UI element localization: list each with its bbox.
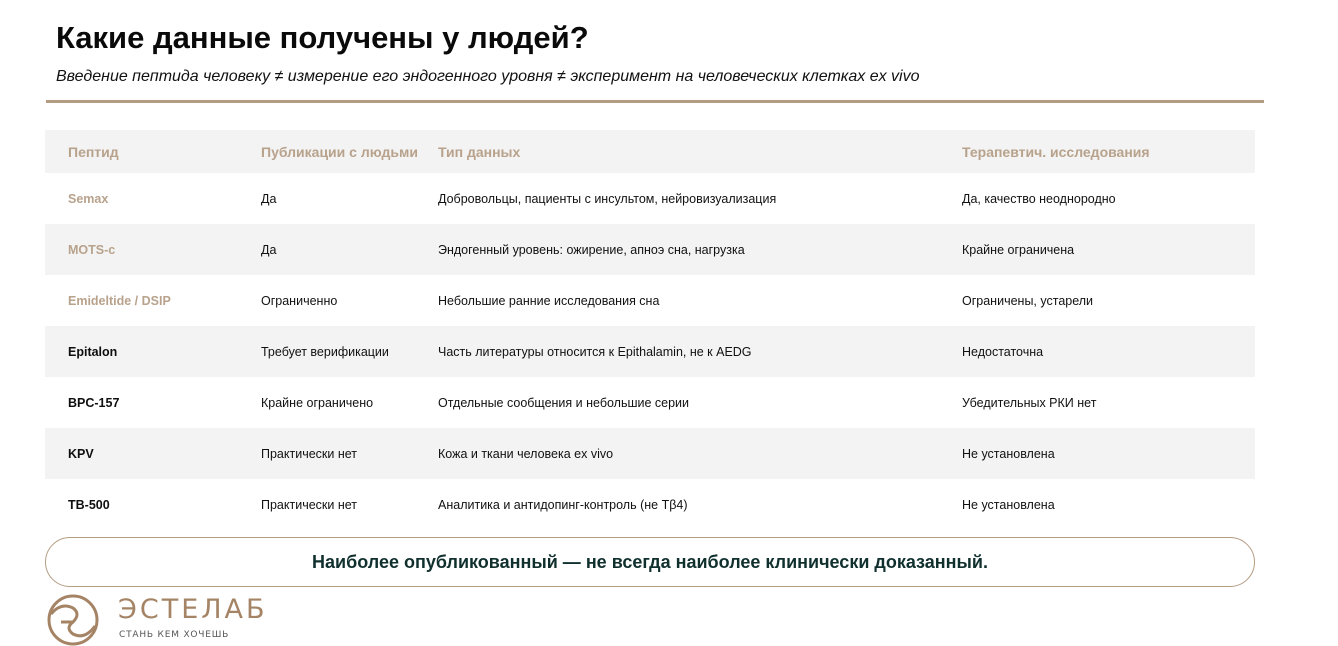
- peptide-name: BPC-157: [68, 395, 120, 410]
- table-row: [45, 377, 1255, 428]
- peptide-name: KPV: [68, 446, 94, 461]
- header-therapeutic: Терапевтич. исследования: [962, 143, 1150, 160]
- table-row: [45, 275, 1255, 326]
- conclusion-callout: Наиболее опубликованный — не всегда наиболее клинически доказанный.: [45, 537, 1255, 587]
- data-type-cell: Небольшие ранние исследования сна: [438, 293, 660, 308]
- therapeutic-cell: Убедительных РКИ нет: [962, 395, 1097, 410]
- peptide-name: Emideltide / DSIP: [68, 293, 171, 308]
- brand-tagline: СТАНЬ КЕМ ХОЧЕШЬ: [119, 630, 230, 640]
- peptide-name: Semax: [68, 191, 109, 206]
- peptide-name: Epitalon: [68, 344, 118, 359]
- publications-cell: Ограниченно: [261, 293, 338, 308]
- header-peptide: Пептид: [68, 143, 119, 160]
- data-type-cell: Часть литературы относится к Epithalamin, не к AEDG: [438, 344, 752, 359]
- data-type-cell: Кожа и ткани человека ex vivo: [438, 446, 614, 461]
- page-title: Какие данные получены у людей?: [56, 20, 589, 55]
- brand-name: ЭСТЕЛАБ: [118, 594, 268, 625]
- peptide-name: TB-500: [68, 497, 110, 512]
- peptide-table: [45, 130, 1255, 530]
- publications-cell: Да: [261, 242, 277, 257]
- peptide-name: MOTS-c: [68, 242, 116, 257]
- data-type-cell: Аналитика и антидопинг-контроль (не Tβ4): [438, 497, 688, 512]
- table-header-row: [45, 130, 1255, 173]
- therapeutic-cell: Крайне ограничена: [962, 242, 1075, 257]
- table-row: [45, 326, 1255, 377]
- table-row: [45, 173, 1255, 224]
- header-data-type: Тип данных: [438, 144, 521, 160]
- table-row: [45, 224, 1255, 275]
- publications-cell: Требует верификации: [261, 344, 389, 359]
- title-divider: [46, 100, 1264, 103]
- header-publications: Публикации с людьми: [261, 143, 418, 160]
- therapeutic-cell: Не установлена: [962, 497, 1055, 512]
- data-type-cell: Добровольцы, пациенты с инсультом, нейровизуализация: [438, 191, 777, 206]
- table-row: [45, 428, 1255, 479]
- therapeutic-cell: Ограничены, устарели: [962, 293, 1094, 308]
- table-row: [45, 479, 1255, 530]
- publications-cell: Практически нет: [261, 497, 358, 512]
- publications-cell: Крайне ограничено: [261, 395, 374, 410]
- therapeutic-cell: Недостаточна: [962, 344, 1044, 359]
- data-type-cell: Эндогенный уровень: ожирение, апноэ сна, нагрузка: [438, 242, 745, 257]
- data-type-cell: Отдельные сообщения и небольшие серии: [438, 395, 690, 410]
- publications-cell: Практически нет: [261, 446, 358, 461]
- publications-cell: Да: [261, 191, 277, 206]
- estelab-logo-icon: [45, 594, 101, 646]
- therapeutic-cell: Да, качество неоднородно: [962, 191, 1116, 206]
- therapeutic-cell: Не установлена: [962, 446, 1055, 461]
- page-subtitle: Введение пептида человеку ≠ измерение его эндогенного уровня ≠ эксперимент на человеческих клетках ex vivo: [56, 68, 920, 85]
